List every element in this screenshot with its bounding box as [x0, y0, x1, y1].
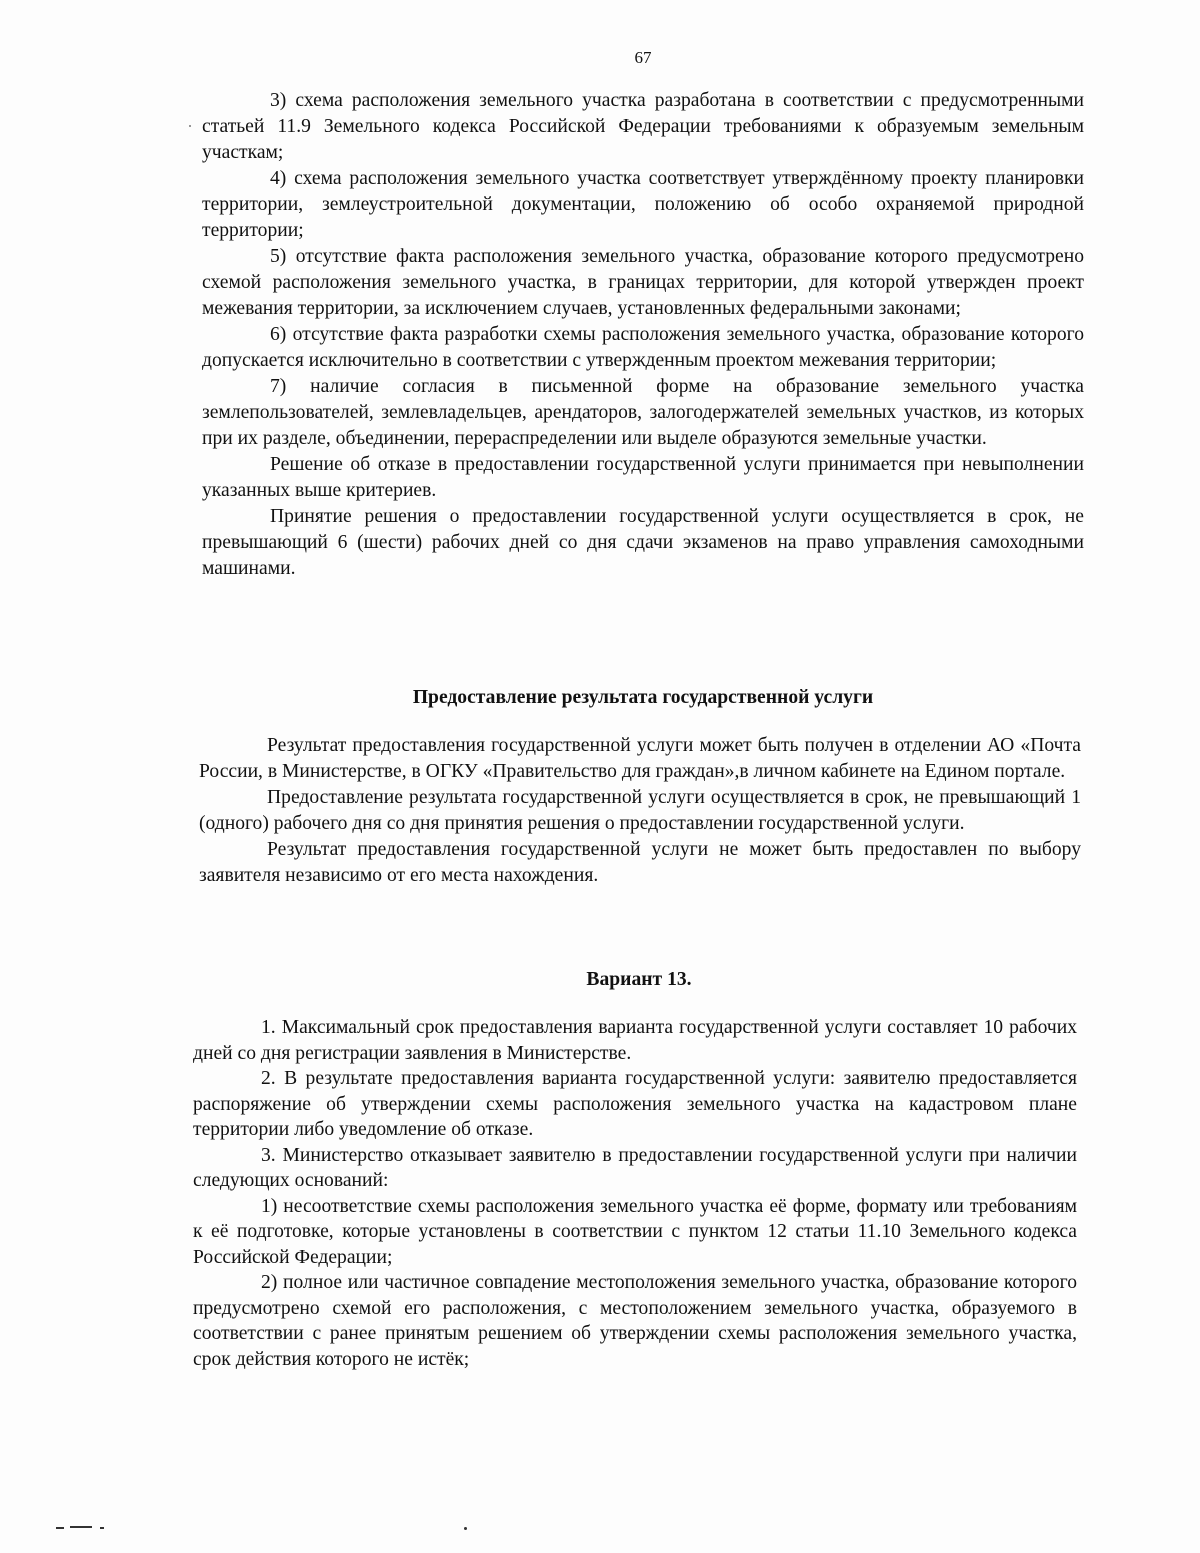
paragraph: 1. Максимальный срок предоставления варианта государственной услуги составляет 10 рабочих дней со дня регистрации заявления в Министерстве.: [193, 1017, 1077, 1064]
scan-artifact: [56, 1527, 64, 1529]
paragraph: 1) несоответствие схемы расположения земельного участка её форме, формату или требованиям к её подготовке, которые установлены в соответствии с пунктом 12 статьи 11.10 Земельного кодекса Российской Федерации;: [193, 1195, 1077, 1268]
variant-section: [193, 1015, 1077, 1372]
section-heading-result: Предоставление результата государственной услуги: [412, 687, 874, 708]
paragraph: 5) отсутствие факта расположения земельного участка, образование которого предусмотрено схемой расположения земельного участка, в границах территории, для которой утвержден проект межевания территории, за исключением случаев, установленных федеральными законами;: [202, 246, 1084, 319]
paragraph: 4) схема расположения земельного участка соответствует утверждённому проекту планировки территории, землеустроительной документации, положению об особо охраняемой природной территории;: [202, 168, 1084, 241]
paragraph: 2. В результате предоставления варианта государственной услуги: заявителю предоставляется распоряжение об утверждении схемы расположения земельного участка на кадастровом плане территории либо уведомление об отказе.: [193, 1068, 1077, 1140]
paragraph: 6) отсутствие факта разработки схемы расположения земельного участка, образование которого допускается исключительно в соответствии с утвержденным проектом межевания территории;: [202, 324, 1084, 371]
scan-artifact: [100, 1527, 104, 1529]
scan-artifact: [464, 1527, 467, 1530]
paragraph: Результат предоставления государственной услуги может быть получен в отделении АО «Почта России, в Министерстве, в ОГКУ «Правительство для граждан»,в личном кабинете на Едином портале.: [199, 735, 1081, 782]
paragraph: 3) схема расположения земельного участка разработана в соответствии с предусмотренными статьей 11.9 Земельного кодекса Российской Федерации требованиями к образуемым земельным участкам;: [202, 90, 1084, 163]
paragraph: 3. Министерство отказывает заявителю в предоставлении государственной услуги при наличии следующих оснований:: [193, 1144, 1077, 1191]
page-number: 67: [634, 48, 652, 67]
paragraph: Принятие решения о предоставлении государственной услуги осуществляется в срок, не превышающий 6 (шести) рабочих дней со дня сдачи экзаменов на право управления самоходными машинами.: [202, 506, 1084, 579]
paragraph: 2) полное или частичное совпадение местоположения земельного участка, образование которого предусмотрено схемой его расположения, с местоположением земельного участка, образуемого в соответствии с ранее принятым решением об утверждении схемы расположения земельного участка, срок действия которого не истёк;: [193, 1272, 1077, 1370]
scan-artifact: [70, 1526, 92, 1528]
paragraph: Предоставление результата государственной услуги осуществляется в срок, не превышающий 1 (одного) рабочего дня со дня принятия решения о предоставлении государственной услуги.: [199, 787, 1081, 834]
paragraph: 7) наличие согласия в письменной форме на образование земельного участка землепользователей, землевладельцев, арендаторов, залогодержателей земельных участков, из которых при их разделе, объединении, перераспределении или выделе образуются земельные участки.: [202, 376, 1084, 449]
result-section: [199, 733, 1081, 889]
paragraph: Решение об отказе в предоставлении государственной услуги принимается при невыполнении указанных выше критериев.: [202, 454, 1084, 501]
scan-artifact: [189, 125, 191, 127]
section-heading-variant: Вариант 13.: [586, 969, 692, 990]
criteria-section: [202, 88, 1084, 582]
paragraph: Результат предоставления государственной услуги не может быть предоставлен по выбору заявителя независимо от его места нахождения.: [199, 839, 1081, 886]
